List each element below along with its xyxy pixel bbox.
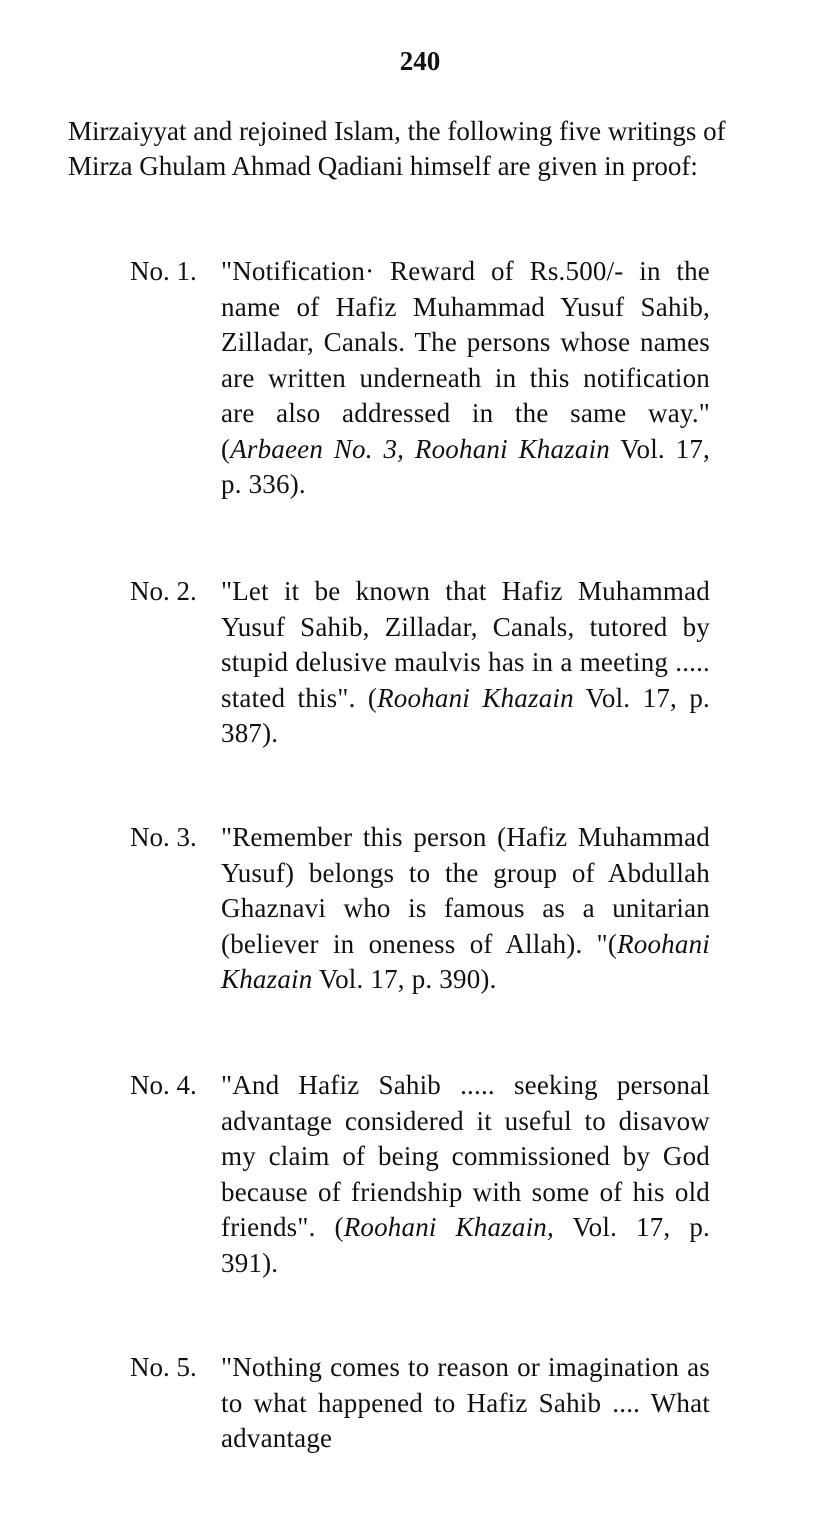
source-details: Vol. 17, p. 390).	[312, 964, 497, 994]
item-text	[221, 574, 710, 752]
item-number: No. 3.	[130, 822, 197, 852]
list-item	[130, 574, 710, 752]
list-item	[130, 820, 710, 998]
item-number: No. 4.	[130, 1070, 197, 1100]
item-quote: "Notification· Reward of Rs.500/- in the name of Hafiz Muhammad Yusuf Sahib, Zilladar, Canals. The persons whose names are written underneath in this notification are also addressed in the same way."	[221, 256, 710, 428]
list-item	[130, 1068, 710, 1281]
list-item	[130, 254, 710, 503]
item-number: No. 5.	[130, 1352, 197, 1382]
intro-paragraph: Mirzaiyyat and rejoined Islam, the following five writings of Mirza Ghulam Ahmad Qadiani himself are given in proof:	[68, 116, 726, 181]
item-text	[221, 820, 710, 998]
item-quote: "Nothing comes to reason or imagination as to what happened to Hafiz Sahib .... What advantage	[221, 1352, 710, 1453]
page-number: 240	[399, 46, 441, 76]
item-text	[221, 1068, 710, 1281]
source-title: Arbaeen No. 3, Roohani Khazain	[230, 433, 610, 464]
item-quote: "Let it be known that Hafiz Muhammad Yusuf Sahib, Zilladar, Canals, tutored by stupid delusive maulvis has in a meeting ..... stated this". (	[221, 576, 710, 713]
item-quote: "And Hafiz Sahib ..... seeking personal advantage considered it useful to disavow my claim of being commissioned by God because of friendship with some of his old friends". (	[221, 1070, 710, 1242]
source-open: (	[221, 433, 231, 464]
source-details: Vol. 17, p. 336).	[221, 433, 710, 499]
item-number: No. 2.	[130, 576, 197, 606]
item-text	[221, 254, 710, 503]
source-title: Roohani Khazain	[221, 928, 710, 994]
item-text	[221, 1350, 710, 1457]
source-title: Roohani Khazain	[377, 682, 574, 713]
item-quote: "Remember this person (Hafiz Muhammad Yusuf) belongs to the group of Abdullah Ghaznavi who is famous as a unitarian (believer in oneness of Allah). "(	[221, 822, 710, 959]
source-details: Vol. 17, p. 391).	[221, 1212, 710, 1278]
list-item	[130, 1350, 710, 1457]
item-number: No. 1.	[130, 256, 197, 286]
source-title: Roohani Khazain,	[343, 1212, 554, 1242]
source-details: Vol. 17, p. 387).	[221, 682, 710, 748]
